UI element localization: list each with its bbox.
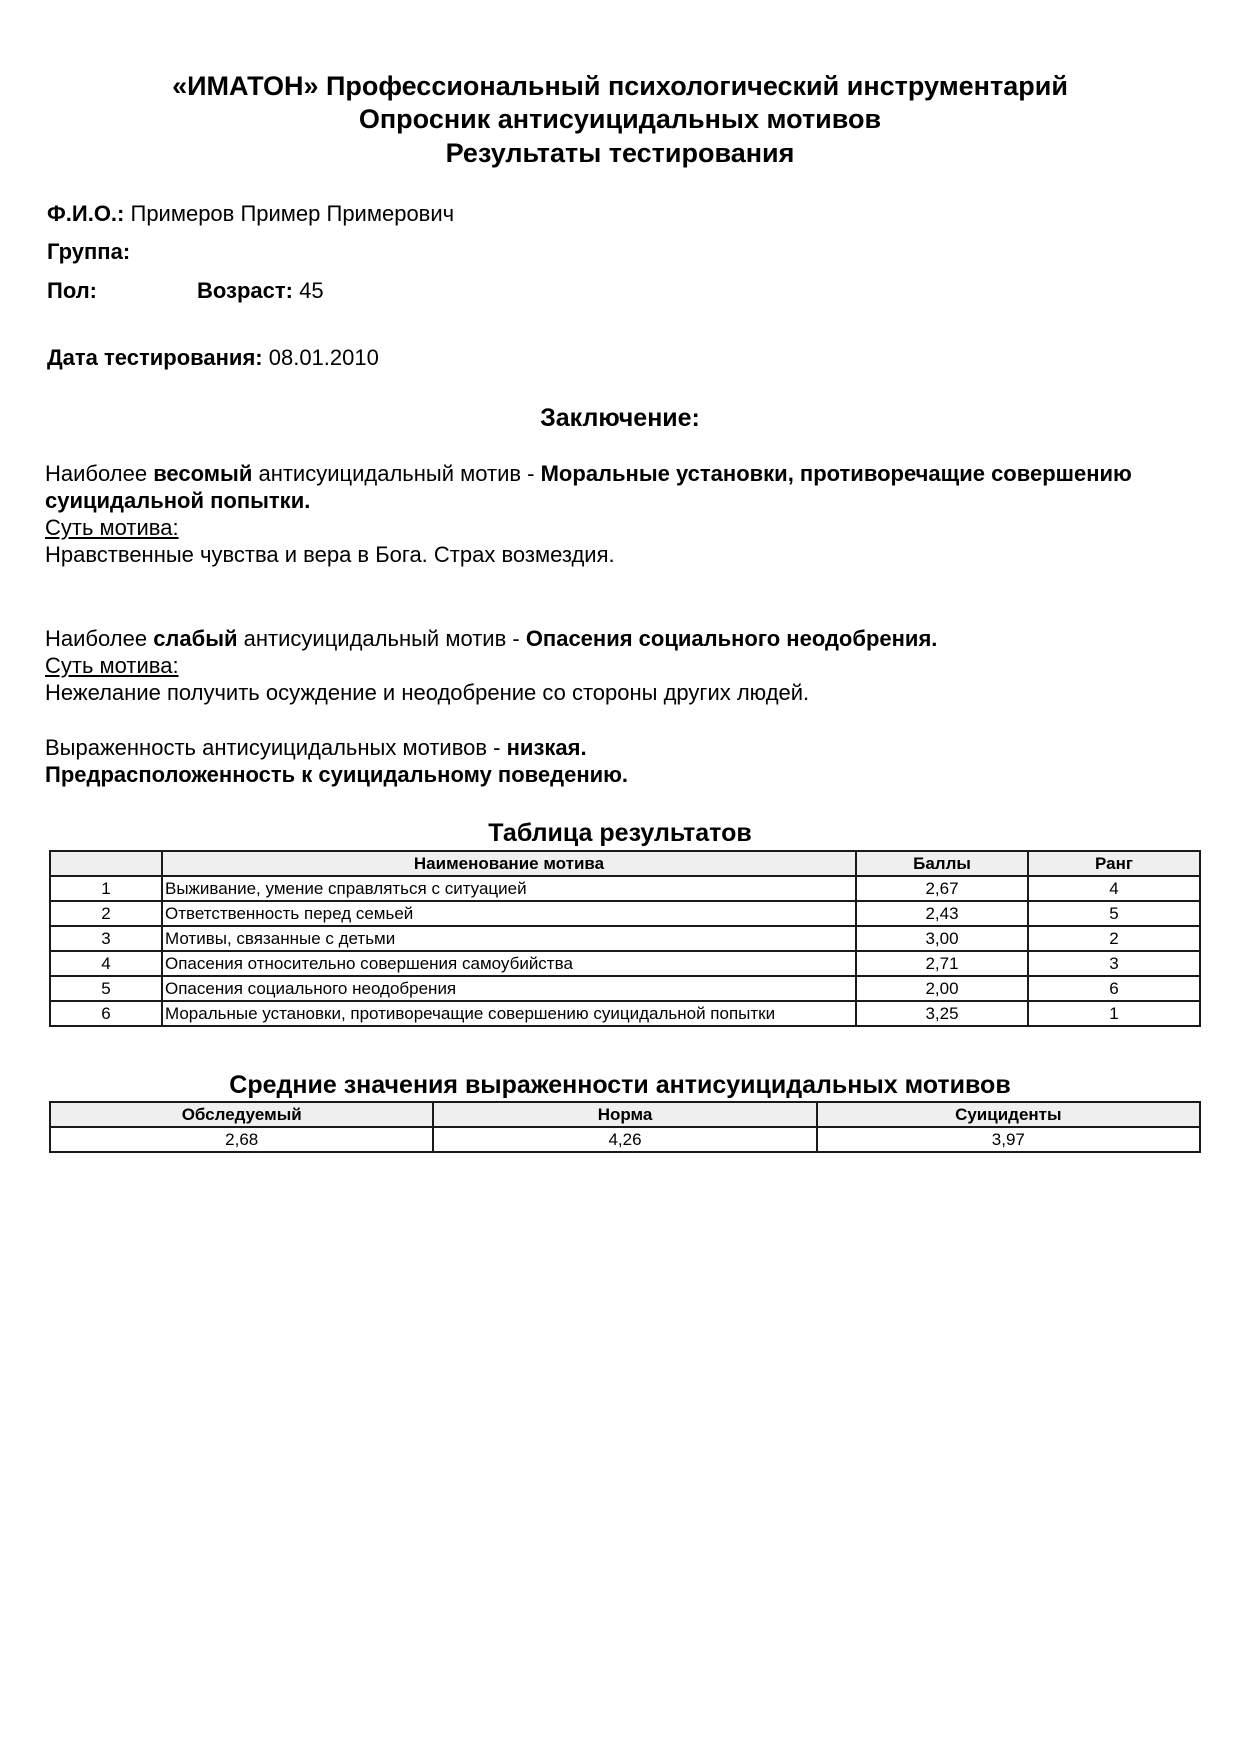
report-title: «ИМАТОН» Профессиональный психологический инструментарий <box>172 71 1068 101</box>
age-field <box>197 277 324 305</box>
motive-rank: 5 <box>1028 901 1200 926</box>
strongest-motive-name: Моральные установки, противоречащие совершению суицидальной попытки. <box>45 461 1132 513</box>
strongest-motive <box>45 460 1205 568</box>
col-suicidents: Суициденты <box>817 1102 1200 1127</box>
age-value: 45 <box>299 278 324 303</box>
weakest-essence-label: Суть мотива: <box>45 653 179 678</box>
fio-value: Примеров Пример Примерович <box>130 201 455 226</box>
table-row <box>50 951 1200 976</box>
date-field <box>47 344 379 372</box>
motive-name: Выживание, умение справляться с ситуацией <box>162 876 856 901</box>
col-motive-name: Наименование мотива <box>162 851 856 876</box>
col-norm: Норма <box>433 1102 816 1127</box>
strongest-essence-label: Суть мотива: <box>45 515 179 540</box>
motive-score: 3,25 <box>856 1001 1028 1026</box>
table-row <box>50 1127 1200 1152</box>
date-label: Дата тестирования: <box>47 345 263 370</box>
weakest-essence-text: Нежелание получить осуждение и неодобрение со стороны других людей. <box>45 680 810 705</box>
row-number: 5 <box>50 976 162 1001</box>
row-number: 4 <box>50 951 162 976</box>
fio-field <box>47 200 454 228</box>
age-label: Возраст: <box>197 278 293 303</box>
motive-rank: 1 <box>1028 1001 1200 1026</box>
expression-summary <box>45 734 1205 788</box>
motive-score: 2,71 <box>856 951 1028 976</box>
means-table <box>49 1101 1201 1153</box>
motive-rank: 6 <box>1028 976 1200 1001</box>
results-table <box>49 850 1201 1027</box>
sex-field <box>47 277 97 305</box>
results-header-row <box>50 851 1200 876</box>
means-header-row <box>50 1102 1200 1127</box>
weakest-emph: слабый <box>153 626 238 651</box>
motive-rank: 4 <box>1028 876 1200 901</box>
expression-prefix: Выраженность антисуицидальных мотивов - <box>45 735 507 760</box>
motive-name: Опасения социального неодобрения <box>162 976 856 1001</box>
results-table-title: Таблица результатов <box>488 819 752 847</box>
motive-name: Ответственность перед семьей <box>162 901 856 926</box>
weakest-motive <box>45 625 1205 706</box>
weakest-motive-name: Опасения социального неодобрения. <box>525 626 938 651</box>
questionnaire-name: Опросник антисуицидальных мотивов <box>358 104 882 134</box>
strongest-middle: антисуицидальный мотив - <box>252 461 541 486</box>
subject-mean: 2,68 <box>50 1127 433 1152</box>
sex-label: Пол: <box>47 278 98 303</box>
conclusion-heading: Заключение: <box>540 404 700 432</box>
norm-mean: 4,26 <box>433 1127 816 1152</box>
row-number: 3 <box>50 926 162 951</box>
date-value: 08.01.2010 <box>268 345 379 370</box>
col-rank: Ранг <box>1028 851 1200 876</box>
row-number: 2 <box>50 901 162 926</box>
fio-label: Ф.И.О.: <box>47 201 125 226</box>
motive-rank: 2 <box>1028 926 1200 951</box>
table-row <box>50 976 1200 1001</box>
group-label: Группа: <box>47 239 131 264</box>
weakest-middle: антисуицидальный мотив - <box>237 626 526 651</box>
weakest-prefix: Наиболее <box>45 626 154 651</box>
expression-value: низкая. <box>506 735 587 760</box>
table-row <box>50 1001 1200 1026</box>
col-number <box>50 851 162 876</box>
means-table-title: Средние значения выраженности антисуицидальных мотивов <box>229 1071 1011 1099</box>
table-row <box>50 926 1200 951</box>
group-field <box>47 238 130 266</box>
table-row <box>50 876 1200 901</box>
strongest-prefix: Наиболее <box>45 461 154 486</box>
row-number: 1 <box>50 876 162 901</box>
predisposition-text: Предрасположенность к суицидальному поведению. <box>45 762 629 787</box>
motive-score: 2,00 <box>856 976 1028 1001</box>
motive-name: Опасения относительно совершения самоубийства <box>162 951 856 976</box>
col-subject: Обследуемый <box>50 1102 433 1127</box>
table-row <box>50 901 1200 926</box>
col-score: Баллы <box>856 851 1028 876</box>
row-number: 6 <box>50 1001 162 1026</box>
motive-score: 2,43 <box>856 901 1028 926</box>
strongest-emph: весомый <box>153 461 253 486</box>
suicidents-mean: 3,97 <box>817 1127 1200 1152</box>
report-subtitle: Результаты тестирования <box>445 138 795 168</box>
motive-name: Мотивы, связанные с детьми <box>162 926 856 951</box>
motive-rank: 3 <box>1028 951 1200 976</box>
motive-score: 2,67 <box>856 876 1028 901</box>
motive-name: Моральные установки, противоречащие совершению суицидальной попытки <box>162 1001 856 1026</box>
motive-score: 3,00 <box>856 926 1028 951</box>
strongest-essence-text: Нравственные чувства и вера в Бога. Страх возмездия. <box>45 542 615 567</box>
